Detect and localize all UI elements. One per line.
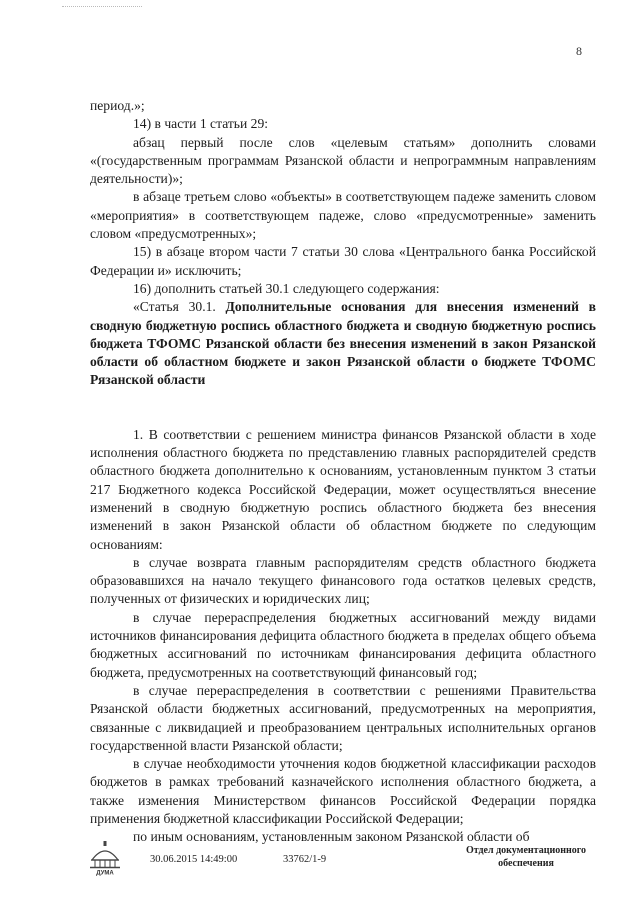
article-paragraph: по иным основаниям, установленным законом Рязанской области об <box>133 829 530 845</box>
article-paragraph: в случае возврата главным распорядителям средств областного бюджета образовавшихся на начало текущего финансового года остатков целевых средств, полученных от физических и юридических лиц; <box>90 554 596 607</box>
article-paragraph: в случае перераспределения в соответствии с решениями Правительства Рязанской области бюджетных ассигнований, предусмотренных на мероприятия, связанные с ликвидацией и преобразованием центральных исполнительных органов государственной власти Рязанской области; <box>90 682 596 753</box>
document-footer <box>0 838 640 898</box>
paragraph: 14) в части 1 статьи 29: <box>133 116 269 132</box>
article-paragraph: 1. В соответствии с решением министра финансов Рязанской области в ходе исполнения областного бюджета по представлению главных распорядителей средств областного бюджета дополнительно к основаниям, установленным пунктом 3 статьи 217 Бюджетного кодекса Российской Федерации, может осуществляться внесение изменений в сводную бюджетную роспись областного бюджета без внесения изменений в закон Рязанской области об областном бюджете по следующим основаниям: <box>90 426 596 552</box>
paragraph: абзац первый после слов «целевым статьям» дополнить словами «(государственным программам Рязанской области и непрограммным направлениям деятельности)»; <box>90 134 596 187</box>
article-heading-lead: «Статья 30.1. <box>133 299 216 315</box>
article-heading <box>90 298 596 389</box>
article-paragraph: в случае перераспределения бюджетных ассигнований между видами источников финансирования дефицита областного бюджета в пределах общего объема бюджетных ассигнований по источникам финансирования дефицита областного бюджета, предусмотренных на соответствующий финансовый год; <box>90 609 596 680</box>
page-number: 8 <box>576 44 582 58</box>
paragraph: 16) дополнить статьей 30.1 следующего содержания: <box>133 280 440 296</box>
timestamp: 30.06.2015 14:49:00 <box>150 854 238 865</box>
department-line: обеспечения <box>498 858 554 869</box>
registration-number: 33762/1-9 <box>283 854 327 865</box>
article-heading-title: Дополнительные основания для внесения изменений в сводную бюджетную роспись областного бюджета и сводную бюджетную роспись бюджета ТФОМС Рязанской области без внесения изменений в закон Рязанской области об областном бюджете и закон Рязанской области о бюджете ТФОМС Рязанской области <box>90 299 597 388</box>
document-body <box>90 97 596 847</box>
paragraph: период.»; <box>90 98 145 113</box>
scan-artifact <box>62 6 142 11</box>
department-line: Отдел документационного <box>465 845 587 856</box>
department-stamp <box>456 844 596 870</box>
article-paragraph: в случае необходимости уточнения кодов бюджетной классификации расходов бюджетов в рамках требований казначейского исполнения областного бюджета, а также изменения Министерством финансов Российской Федерации порядка применения бюджетной классификации Российской Федерации; <box>90 756 596 826</box>
emblem-caption: ДУМА <box>96 870 114 876</box>
duma-emblem-icon <box>88 838 122 876</box>
paragraph: 15) в абзаце втором части 7 статьи 30 слова «Центрального банка Российской Федерации и» исключить; <box>90 244 596 278</box>
paragraph: в абзаце третьем слово «объекты» в соответствующем падеже заменить словом «мероприятия» в соответствующем падеже, слово «предусмотренные» заменить словом «предусмотренных»; <box>90 189 596 242</box>
